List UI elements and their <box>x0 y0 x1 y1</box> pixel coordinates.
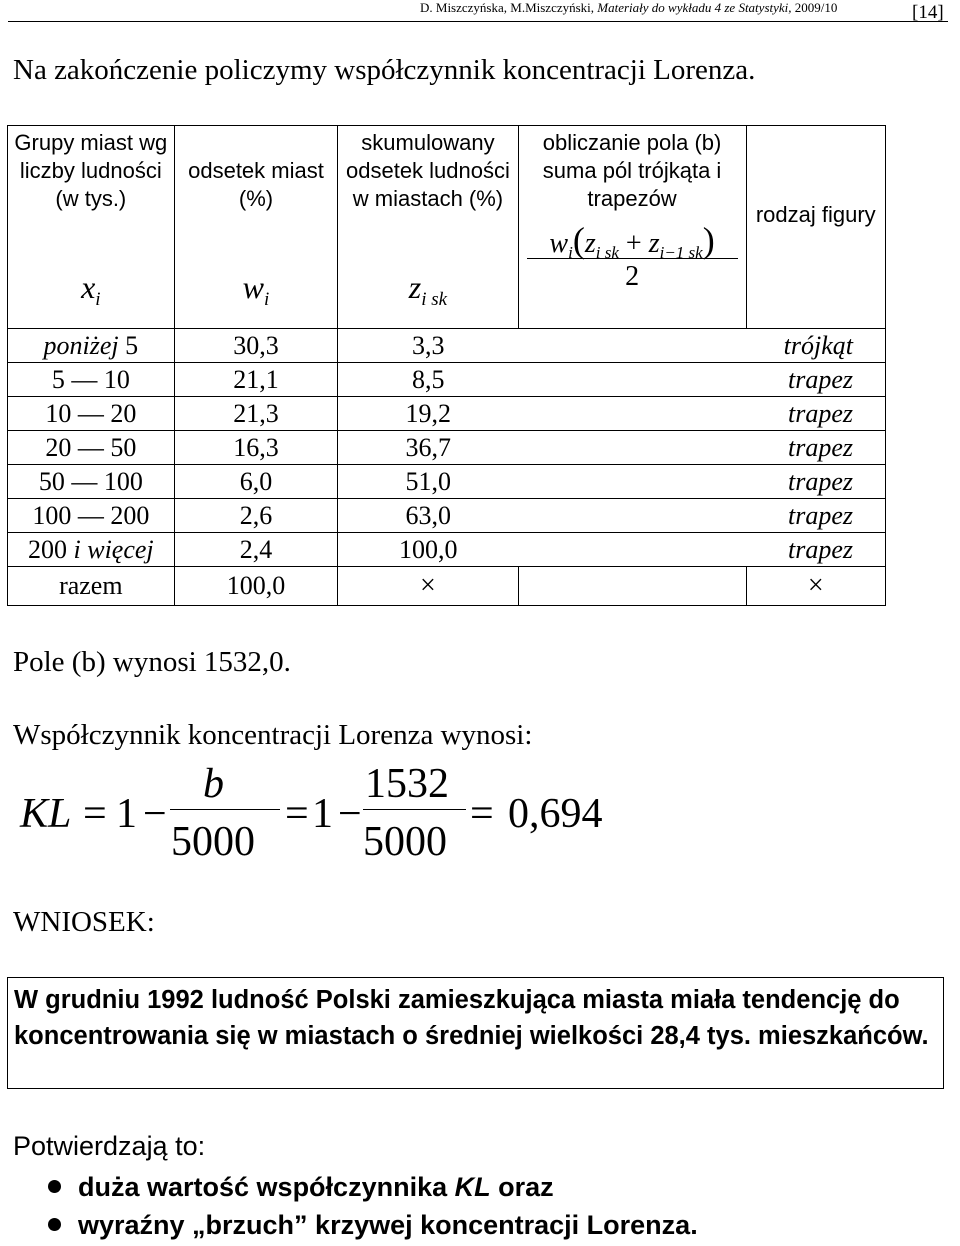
area-result-text: Pole (b) wynosi 1532,0. <box>13 646 291 678</box>
share-value: 30,3 <box>174 329 338 363</box>
intro-text: Na zakończenie policzymy współczynnik koncentracji Lorenza. <box>13 54 756 86</box>
group-range: 5 — 10 <box>8 363 175 397</box>
kl-bar2 <box>363 809 466 810</box>
group-range: 100 — 200 <box>8 499 175 533</box>
area-value <box>518 533 746 567</box>
bullet-icon <box>48 1218 61 1231</box>
col-symbol: $z_{i sk}$ <box>408 269 448 310</box>
table-row <box>8 533 886 567</box>
kl-eq2: = <box>285 791 309 837</box>
area-value <box>518 499 746 533</box>
kl-den2: 5000 <box>363 819 447 865</box>
cumulative-value: 3,3 <box>338 329 518 363</box>
cumulative-value: 19,2 <box>338 397 518 431</box>
kl-eq3: = <box>470 791 494 837</box>
cumulative-value: 36,7 <box>338 431 518 465</box>
conclusion-heading: WNIOSEK: <box>13 906 155 938</box>
table-row <box>8 329 886 363</box>
cumulative-value: 100,0 <box>338 533 518 567</box>
figure-type: trapez <box>746 431 885 465</box>
cumulative-value: 51,0 <box>338 465 518 499</box>
area-value <box>518 397 746 431</box>
formula-numerator: $w_i(z_{i sk} + z_{i-1 sk})$ <box>549 220 715 262</box>
kl-formula <box>20 760 720 870</box>
col-symbol: $w_i$ <box>242 269 270 310</box>
col-header-text: rodzaj figury <box>755 202 876 227</box>
area-value <box>518 465 746 499</box>
share-value: 2,6 <box>174 499 338 533</box>
share-value: 16,3 <box>174 431 338 465</box>
kl-den1: 5000 <box>171 819 255 865</box>
area-value <box>518 431 746 465</box>
table-header-row <box>8 126 886 329</box>
area-value <box>518 363 746 397</box>
coefficient-label: Współczynnik koncentracji Lorenza wynosi: <box>13 719 533 751</box>
kl-one: 1 <box>116 791 137 837</box>
bullet-item: duża wartość współczynnika KL oraz <box>0 1168 698 1206</box>
page-number: [14] <box>912 2 944 23</box>
col-header-text: Grupy miast wg liczby ludności (w tys.) <box>14 130 168 211</box>
group-range: 200 i więcej <box>8 533 175 567</box>
header-authors: D. Miszczyńska, M.Miszczyński, <box>420 0 595 15</box>
col-header-area <box>518 126 746 329</box>
figure-type: trapez <box>746 533 885 567</box>
share-value: 21,3 <box>174 397 338 431</box>
formula-denominator: 2 <box>625 261 640 292</box>
header-divider <box>8 21 948 22</box>
col-header-cumulative <box>338 126 518 329</box>
col-symbol: $x_i$ <box>81 269 101 310</box>
table-row <box>8 499 886 533</box>
kl-lhs: KL <box>20 791 72 837</box>
confirm-label: Potwierdzają to: <box>13 1131 206 1161</box>
group-range: poniżej 5 <box>8 329 175 363</box>
formula-fraction-bar <box>527 258 738 259</box>
col-header-groups <box>8 126 175 329</box>
header-source-title: Materiały do wykładu 4 ze Statystyki, <box>597 0 792 15</box>
total-figure: × <box>746 567 885 606</box>
bullet-list <box>0 1168 698 1244</box>
kl-minus: − <box>143 791 167 837</box>
col-header-figure <box>746 126 885 329</box>
table-row <box>8 431 886 465</box>
kl-num2: 1532 <box>365 761 449 807</box>
total-z: × <box>338 567 518 606</box>
total-area <box>518 567 746 606</box>
figure-type: trapez <box>746 465 885 499</box>
figure-type: trójkąt <box>746 329 885 363</box>
kl-num1: b <box>203 761 224 807</box>
bullet-icon <box>48 1180 61 1193</box>
lorenz-table <box>7 125 886 606</box>
header-year: 2009/10 <box>794 0 838 15</box>
total-label: razem <box>8 567 175 606</box>
cumulative-value: 8,5 <box>338 363 518 397</box>
share-value: 6,0 <box>174 465 338 499</box>
col-header-text: skumulowany odsetek ludności w miastach (%) <box>346 130 510 211</box>
kl-eq: = <box>83 791 107 837</box>
area-formula <box>519 219 746 299</box>
table-body <box>8 329 886 567</box>
share-value: 21,1 <box>174 363 338 397</box>
conclusion-box: W grudniu 1992 ludność Polski zamieszkująca miasta miała tendencję do koncentrowania się w miastach o średniej wielkości 28,4 tys. mieszkańców. <box>7 977 944 1089</box>
kl-result: 0,694 <box>508 791 603 837</box>
kl-one2: 1 <box>312 791 333 837</box>
share-value: 2,4 <box>174 533 338 567</box>
header-source <box>420 0 837 16</box>
cumulative-value: 63,0 <box>338 499 518 533</box>
total-w: 100,0 <box>174 567 338 606</box>
col-header-share <box>174 126 338 329</box>
figure-type: trapez <box>746 397 885 431</box>
group-range: 10 — 20 <box>8 397 175 431</box>
area-value <box>518 329 746 363</box>
kl-bar1 <box>170 809 280 810</box>
table-row <box>8 465 886 499</box>
col-header-text: obliczanie pola (b) suma pól trójkąta i trapezów <box>542 130 722 211</box>
bullet-item: wyraźny „brzuch” krzywej koncentracji Lorenza. <box>0 1206 698 1244</box>
table-row <box>8 363 886 397</box>
group-range: 20 — 50 <box>8 431 175 465</box>
kl-minus2: − <box>338 791 362 837</box>
figure-type: trapez <box>746 499 885 533</box>
figure-type: trapez <box>746 363 885 397</box>
table-row <box>8 397 886 431</box>
col-header-text: odsetek miast (%) <box>188 158 324 211</box>
group-range: 50 — 100 <box>8 465 175 499</box>
table-total-row <box>8 567 886 606</box>
